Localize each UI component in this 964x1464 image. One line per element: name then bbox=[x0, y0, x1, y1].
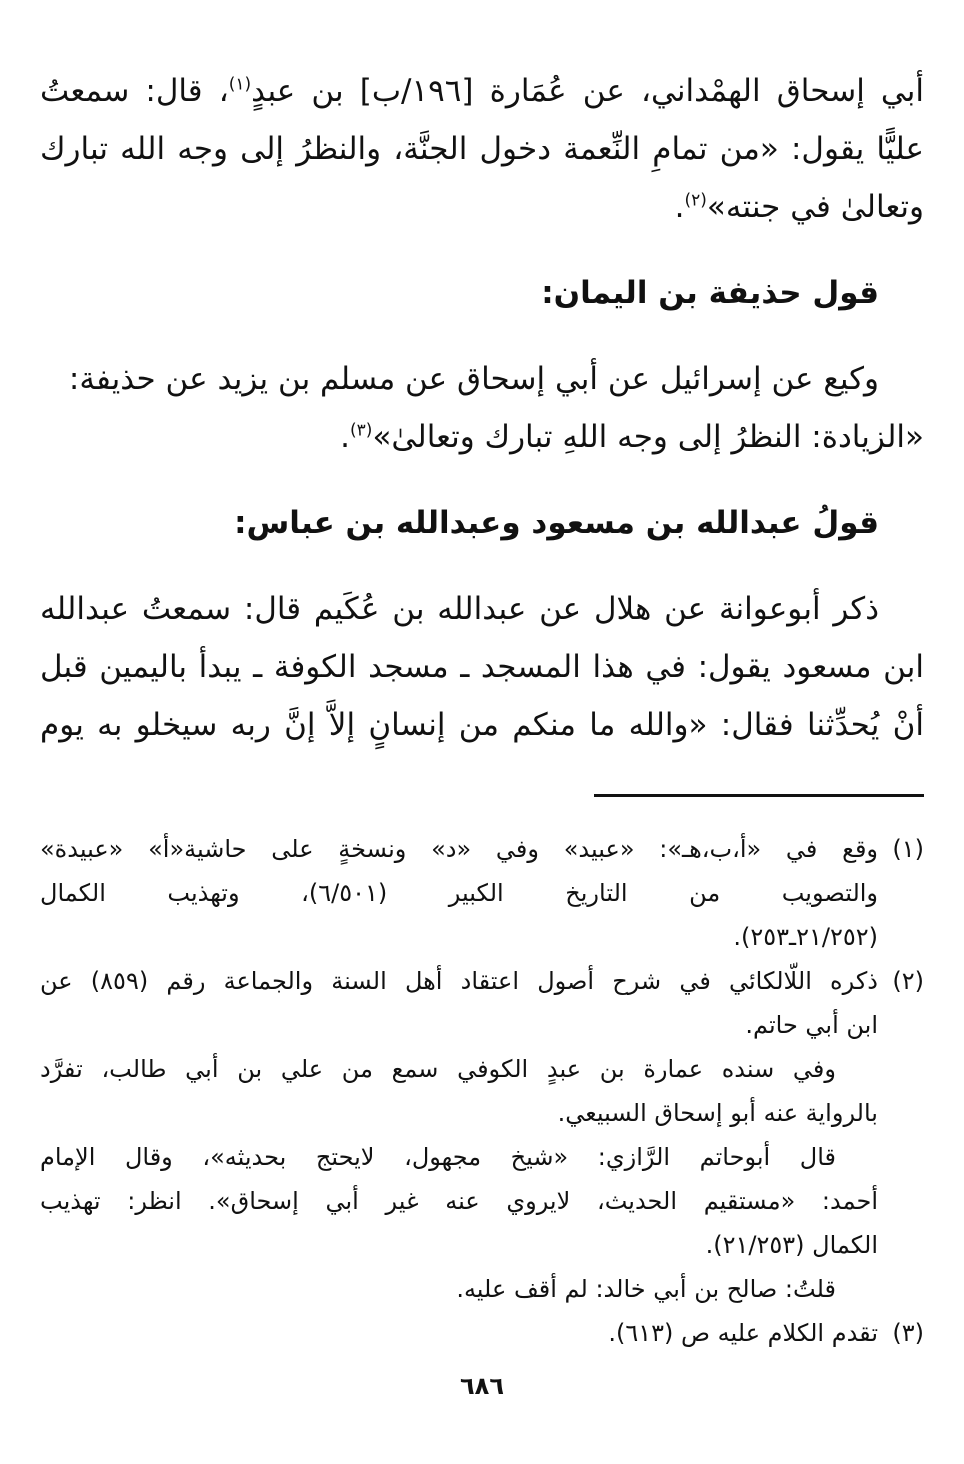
footnote-3-number: (٣) bbox=[892, 1319, 924, 1347]
footnote-ref-2: (٢) bbox=[684, 190, 707, 211]
page-number: ٦٨٦ bbox=[460, 1372, 504, 1400]
footnote-1-line: وقع في «أ،ب،هـ»: «عبيد» وفي «د» ونسخةٍ على حاشية«أ» «عبيدة» bbox=[40, 835, 878, 863]
footnote-3 bbox=[40, 1311, 924, 1355]
footnote-2 bbox=[40, 959, 924, 1047]
footnote-1-number: (١) bbox=[892, 835, 924, 863]
para2-line-1: وكيع عن إسرائيل عن أبي إسحاق عن مسلم بن يزيد عن حذيفة: bbox=[68, 361, 879, 397]
footnote-2-line: ذكره اللّالكائي في شرح أصول اعتقاد أهل السنة والجماعة رقم (٨٥٩) عن bbox=[40, 967, 878, 995]
main-line-1: أبي إسحاق الهمْداني، عن عُمَارة [١٩٦/ب] بن عبدٍ$^{(١)}$، قال: سمعتُ bbox=[40, 73, 924, 109]
footnote-2-line: وفي سنده عمارة بن عبدٍ الكوفي سمع من علي بن أبي طالب، تفرَّد bbox=[40, 1055, 836, 1083]
heading-hudhayfa: قول حذيفة بن اليمان: bbox=[541, 275, 879, 311]
footnote-1-line: (٢١/٢٥٢ـ٢٥٣). bbox=[733, 923, 878, 951]
para3-line-2: ابن مسعود يقول: في هذا المسجد ـ مسجد الكوفة ـ يبدأ باليمين قبل bbox=[40, 649, 924, 685]
footnote-ref-1: (١) bbox=[228, 74, 252, 95]
main-line-3: وتعالىٰ في جنته»$^{(٢)}$. bbox=[674, 189, 924, 225]
footnote-2-number: (٢) bbox=[892, 967, 924, 995]
footnote-ref-3: (٣) bbox=[350, 420, 373, 441]
footnote-3-line: تقدم الكلام عليه ص (٦١٣). bbox=[608, 1319, 878, 1347]
footnote-2-line: الكمال (٢١/٢٥٣). bbox=[705, 1231, 878, 1259]
footnote-2-line: أحمد: «مستقيم الحديث، لايروي عنه غير أبي إسحاق». انظر: تهذيب bbox=[40, 1187, 878, 1215]
heading-ibn-masud: قولُ عبدالله بن مسعود وعبدالله بن عباس: bbox=[234, 505, 879, 541]
para2-line-2: «الزيادة: النظرُ إلى وجه اللهِ تبارك وتعالىٰ»$^{(٣)}$. bbox=[340, 419, 924, 455]
footnote-separator bbox=[594, 794, 924, 797]
footnote-2-line: ابن أبي حاتم. bbox=[745, 1011, 878, 1039]
para3-line-1: ذكر أبوعوانة عن هلال عن عبدالله بن عُكَيم قال: سمعتُ عبدالله bbox=[40, 591, 879, 627]
footnote-1 bbox=[40, 827, 924, 959]
footnote-2-line: بالرواية عنه أبو إسحاق السبيعي. bbox=[557, 1099, 878, 1127]
footnote-2-line: قال أبوحاتم الرَّازي: «شيخ مجهول، لايحتج بحديثه»، وقال الإمام bbox=[40, 1143, 836, 1171]
para3-line-3: أنْ يُحدِّثنا فقال: «والله ما منكم من إنسانٍ إلاَّ إنَّ ربه سيخلو به يوم bbox=[40, 707, 924, 743]
footnotes bbox=[40, 827, 924, 1355]
footnote-1-line: والتصويب من التاريخ الكبير (٦/٥٠١)، وتهذيب الكمال bbox=[40, 879, 878, 907]
footnote-2-line: قلتُ: صالح بن أبي خالد: لم أقف عليه. bbox=[456, 1275, 836, 1303]
main-line-2: عليًّا يقول: «من تمامِ النِّعمة دخول الجنَّة، والنظرُ إلى وجه الله تبارك bbox=[40, 131, 924, 167]
